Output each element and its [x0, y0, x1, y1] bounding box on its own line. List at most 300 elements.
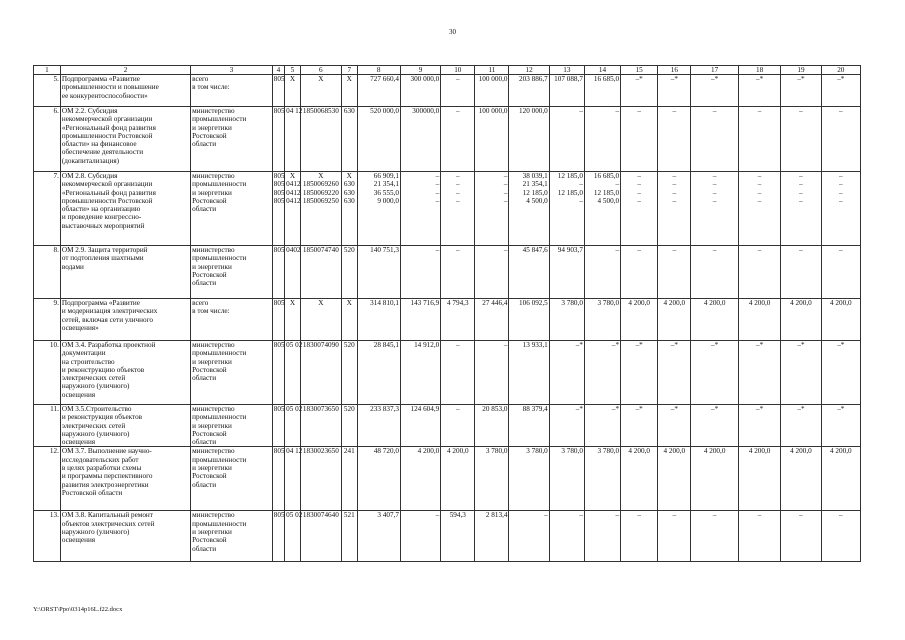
program-name-cell-line: документации	[61, 349, 106, 358]
value-cell-col-13	[549, 246, 584, 299]
value-cell-col-10	[441, 511, 475, 562]
file-path-footer: Y:\ORST\Ppo\0314p16L.f22.docx	[33, 606, 123, 613]
column-header-12: 12	[509, 66, 549, 75]
value-cell-col-4	[272, 246, 284, 299]
value-cell-col-9-line: –	[435, 246, 440, 254]
value-cell-col-15-line: –	[637, 180, 641, 189]
value-cell-col-15-line: 4 200,0	[628, 447, 650, 456]
program-name-cell-line: некоммерческой организации	[61, 115, 153, 124]
value-cell-col-20	[821, 511, 860, 562]
value-cell-col-6	[300, 405, 341, 447]
value-cell-col-12-line: 203 886,7	[519, 75, 548, 83]
value-cell-col-12-line: 4 500,0	[526, 196, 548, 205]
program-name-cell	[60, 107, 190, 172]
executor-cell-line: министерство	[192, 447, 235, 456]
executor-cell-line: области	[192, 279, 217, 288]
value-cell-col-9	[400, 107, 440, 172]
value-cell-col-9-line: 124 604,9	[410, 405, 440, 413]
executor-cell-line: министерство	[192, 172, 235, 180]
value-cell-col-4-line: 805	[273, 447, 285, 456]
value-cell-col-16-line: 4 200,0	[663, 447, 686, 456]
value-cell-col-12	[509, 511, 549, 562]
value-cell-col-12	[509, 172, 549, 246]
value-cell-col-8-line: 140 751,3	[370, 246, 399, 254]
value-cell-col-16-line: –	[672, 511, 677, 520]
value-cell-col-17-line: –	[712, 511, 717, 520]
executor-cell	[191, 341, 273, 405]
value-cell-col-12-line: 3 780,0	[526, 447, 548, 456]
value-cell-col-11-line: 2 813,4	[485, 511, 508, 520]
table-row	[34, 107, 861, 172]
executor-cell-line: всего	[192, 299, 209, 307]
table-row	[34, 172, 861, 246]
row-number: 13.	[34, 511, 61, 562]
value-cell-col-4	[272, 75, 284, 107]
table-body	[34, 66, 861, 562]
executor-cell-line: и энергетики	[192, 464, 232, 473]
value-cell-col-5	[285, 341, 301, 405]
program-name-cell-line: водами	[61, 262, 84, 271]
value-cell-col-14	[584, 299, 620, 341]
value-cell-col-20-line: –	[839, 196, 843, 205]
value-cell-col-4-line: 805	[273, 172, 285, 180]
program-name-cell-line: освещения	[61, 536, 96, 545]
value-cell-col-9-line: –	[435, 511, 440, 520]
value-cell-col-7	[342, 299, 358, 341]
value-cell-col-12	[509, 246, 549, 299]
value-cell-col-12	[509, 341, 549, 405]
executor-cell	[191, 511, 273, 562]
executor-cell	[191, 75, 273, 107]
value-cell-col-11-line: –	[503, 180, 508, 189]
column-header-17: 17	[691, 66, 739, 75]
program-name-cell-line: развития электроэнергетики	[61, 480, 149, 489]
value-cell-col-17-line: 4 200,0	[703, 447, 726, 456]
value-cell-col-4	[272, 511, 284, 562]
executor-cell-line: и энергетики	[192, 188, 232, 197]
value-cell-col-13-line: 94 903,7	[557, 246, 583, 254]
program-name-cell-line: сетей, включая сети уличного	[61, 315, 153, 324]
value-cell-col-5-line: 05 02	[286, 511, 303, 520]
value-cell-col-10-line: 594,3	[449, 511, 466, 520]
program-name-cell	[60, 246, 190, 299]
executor-cell-line: области	[192, 205, 217, 214]
value-cell-col-7-line: 241	[343, 447, 355, 456]
value-cell-col-15-line: 4 200,0	[628, 299, 650, 307]
value-cell-col-12	[509, 107, 549, 172]
value-cell-col-17	[691, 107, 739, 172]
value-cell-col-19	[781, 341, 821, 405]
row-number: 10.	[34, 341, 61, 405]
value-cell-col-20-line: 4 200,0	[830, 447, 852, 456]
value-cell-col-13-line: –*	[575, 341, 583, 349]
column-header-19: 19	[781, 66, 821, 75]
value-cell-col-19-line: –	[799, 172, 803, 180]
program-name-cell-line: промышленности Ростовской	[61, 131, 153, 140]
value-cell-col-4-line: 805	[273, 107, 285, 115]
value-cell-col-6	[300, 172, 341, 246]
executor-cell-line: и энергетики	[192, 357, 232, 366]
value-cell-col-5	[285, 447, 301, 511]
program-name-cell-line: Подпрограмма «Развитие	[61, 299, 140, 307]
value-cell-col-7-line: Х	[346, 75, 352, 83]
value-cell-col-4-line: 805	[273, 180, 285, 189]
value-cell-col-11	[475, 107, 509, 172]
value-cell-col-17-line: –	[712, 188, 717, 197]
program-name-cell-line: наружного (уличного)	[61, 528, 130, 537]
program-name-cell-line: ОМ 3.5.Строительство	[61, 405, 132, 413]
value-cell-col-18	[738, 447, 780, 511]
program-name-cell-line: обеспечение деятельности	[61, 148, 144, 157]
value-cell-col-7	[342, 341, 358, 405]
column-header-13: 13	[549, 66, 584, 75]
value-cell-col-4	[272, 107, 284, 172]
value-cell-col-7	[342, 246, 358, 299]
row-number: 8.	[34, 246, 61, 299]
table-row	[34, 341, 861, 405]
program-name-cell	[60, 75, 190, 107]
value-cell-col-6	[300, 246, 341, 299]
value-cell-col-5-line: 04 12	[286, 107, 303, 115]
executor-cell-line: Ростовской	[192, 472, 227, 481]
value-cell-col-19-line: –	[799, 180, 803, 189]
program-name-cell-line: и программы перспективного	[61, 472, 153, 481]
value-cell-col-13-line: –	[579, 107, 583, 115]
value-cell-col-13-line: 3 780,0	[561, 447, 583, 456]
value-cell-col-10	[441, 75, 475, 107]
column-header-9: 9	[400, 66, 440, 75]
value-cell-col-5-line: 04 12	[286, 447, 303, 456]
value-cell-col-4-line: 805	[273, 246, 285, 254]
value-cell-col-4	[272, 341, 284, 405]
executor-cell-line: всего	[192, 75, 209, 83]
value-cell-col-20-line: 4 200,0	[830, 299, 852, 307]
value-cell-col-11-line: 100 000,0	[478, 75, 508, 83]
column-header-4: 4	[272, 66, 284, 75]
value-cell-col-15-line: –	[637, 172, 641, 180]
program-name-cell-line: наружного (уличного)	[61, 429, 130, 438]
value-cell-col-12-line: –	[544, 511, 548, 520]
value-cell-col-6-line: 1850074740	[302, 246, 339, 254]
value-cell-col-17	[691, 405, 739, 447]
value-cell-col-12	[509, 405, 549, 447]
value-cell-col-15	[621, 405, 658, 447]
value-cell-col-13	[549, 511, 584, 562]
value-cell-col-15	[621, 341, 658, 405]
value-cell-col-15	[621, 246, 658, 299]
value-cell-col-10-line: –	[455, 107, 460, 115]
value-cell-col-20	[821, 299, 860, 341]
value-cell-col-4	[272, 299, 284, 341]
executor-cell-line: министерство	[192, 511, 235, 520]
value-cell-col-9	[400, 172, 440, 246]
value-cell-col-16-line: –*	[670, 405, 678, 413]
value-cell-col-5-line: 05 02	[286, 341, 303, 349]
column-header-8: 8	[357, 66, 400, 75]
value-cell-col-14-line: –*	[611, 341, 620, 349]
value-cell-col-7	[342, 405, 358, 447]
value-cell-col-11	[475, 299, 509, 341]
value-cell-col-10-line: –	[455, 341, 460, 349]
column-header-15: 15	[621, 66, 658, 75]
program-name-cell-line: ОМ 2.8. Субсидия	[61, 172, 118, 180]
executor-cell-line: промышленности	[192, 413, 247, 422]
value-cell-col-13	[549, 405, 584, 447]
value-cell-col-6	[300, 75, 341, 107]
program-name-cell-line: выставочных мероприятий	[61, 221, 145, 230]
value-cell-col-19-line: –*	[797, 75, 805, 83]
value-cell-col-18	[738, 107, 780, 172]
column-header-20: 20	[821, 66, 860, 75]
value-cell-col-8	[357, 511, 400, 562]
program-name-cell-line: промышленности Ростовской	[61, 196, 153, 205]
value-cell-col-12-line: 45 847,6	[522, 246, 548, 254]
program-name-cell-line: и реконструкция объектов	[61, 413, 143, 422]
value-cell-col-13	[549, 341, 584, 405]
program-name-cell-line: ОМ 3.7. Выполнение научно-	[61, 447, 152, 456]
executor-cell-line: области	[192, 544, 217, 553]
executor-cell-line: промышленности	[192, 180, 247, 189]
value-cell-col-12-line: 38 039,1	[522, 172, 548, 180]
value-cell-col-10	[441, 341, 475, 405]
value-cell-col-5-line: Х	[289, 172, 296, 180]
column-header-10: 10	[441, 66, 475, 75]
value-cell-col-6-line: 1850069220	[302, 188, 339, 197]
value-cell-col-8-line: 21 354,1	[373, 180, 399, 189]
table-row	[34, 299, 861, 341]
value-cell-col-15	[621, 172, 658, 246]
value-cell-col-20	[821, 405, 860, 447]
value-cell-col-5	[285, 246, 301, 299]
value-cell-col-9-line: 4 200,0	[417, 447, 440, 456]
value-cell-col-6-line: Х	[318, 299, 324, 307]
value-cell-col-12-line: 21 354,1	[522, 180, 548, 189]
value-cell-col-6	[300, 341, 341, 405]
value-cell-col-9	[400, 246, 440, 299]
value-cell-col-13	[549, 172, 584, 246]
program-name-cell-line: области» на финансовое	[61, 140, 137, 149]
program-name-cell-line: электрических сетей	[61, 374, 126, 383]
value-cell-col-16	[658, 75, 691, 107]
value-cell-col-8	[357, 75, 400, 107]
value-cell-col-16-line: –*	[670, 341, 678, 349]
value-cell-col-5-line: 0412	[286, 196, 301, 205]
program-name-cell-line: от подтопления шахтными	[61, 254, 144, 263]
value-cell-col-6-line: 1830023650	[302, 447, 339, 456]
value-cell-col-9-line: 143 716,9	[410, 299, 440, 307]
value-cell-col-7-line: 520	[343, 341, 355, 349]
row-number: 6.	[34, 107, 61, 172]
value-cell-col-9	[400, 511, 440, 562]
value-cell-col-16	[658, 299, 691, 341]
value-cell-col-10-line: –	[455, 180, 460, 189]
value-cell-col-18-line: –	[757, 180, 762, 189]
value-cell-col-9	[400, 299, 440, 341]
executor-cell-line: министерство	[192, 107, 235, 115]
value-cell-col-19-line: –	[799, 196, 803, 205]
value-cell-col-9	[400, 447, 440, 511]
value-cell-col-18-line: –	[757, 196, 762, 205]
program-name-cell-line: (докапитализация)	[61, 156, 120, 165]
value-cell-col-5-line: 0412	[286, 180, 301, 189]
executor-cell-line: в том числе:	[192, 83, 230, 92]
program-name-cell-line: ОМ 2.2. Субсидия	[61, 107, 118, 115]
value-cell-col-16	[658, 511, 691, 562]
value-cell-col-18-line: –	[757, 511, 762, 520]
value-cell-col-14-line: 3 780,0	[597, 447, 620, 456]
value-cell-col-18-line: –*	[756, 75, 764, 83]
value-cell-col-8-line: 48 720,0	[373, 447, 399, 456]
column-header-2: 2	[60, 66, 190, 75]
column-header-16: 16	[658, 66, 691, 75]
row-number: 12.	[34, 447, 61, 511]
value-cell-col-17	[691, 447, 739, 511]
executor-cell-line: и энергетики	[192, 123, 232, 132]
value-cell-col-19	[781, 75, 821, 107]
value-cell-col-16-line: –	[672, 246, 677, 254]
value-cell-col-8	[357, 405, 400, 447]
value-cell-col-17-line: –	[712, 196, 717, 205]
column-number-row	[34, 66, 861, 75]
value-cell-col-11	[475, 75, 509, 107]
value-cell-col-16-line: –*	[670, 75, 678, 83]
value-cell-col-20-line: –	[839, 107, 843, 115]
value-cell-col-8-line: 314 810,1	[370, 299, 399, 307]
value-cell-col-16	[658, 447, 691, 511]
value-cell-col-18-line: 4 200,0	[748, 299, 771, 307]
executor-cell-line: Ростовской	[192, 131, 227, 140]
value-cell-col-13-line: 12 185,0	[557, 172, 583, 180]
value-cell-col-8	[357, 172, 400, 246]
value-cell-col-14-line: 16 685,0	[593, 75, 620, 83]
value-cell-col-7-line: 521	[343, 511, 355, 520]
value-cell-col-17-line: –	[712, 246, 717, 254]
value-cell-col-8	[357, 447, 400, 511]
value-cell-col-5	[285, 172, 301, 246]
value-cell-col-14-line: –*	[611, 405, 620, 413]
executor-cell-line: промышленности	[192, 115, 247, 124]
value-cell-col-10-line: 4 200,0	[447, 447, 469, 456]
program-name-cell	[60, 405, 190, 447]
value-cell-col-4-line: 805	[273, 299, 285, 307]
value-cell-col-17	[691, 299, 739, 341]
column-header-5: 5	[285, 66, 301, 75]
value-cell-col-6-line: 1850069250	[302, 196, 339, 205]
value-cell-col-18-line: –	[757, 172, 762, 180]
value-cell-col-11	[475, 246, 509, 299]
value-cell-col-14	[584, 341, 620, 405]
value-cell-col-12	[509, 299, 549, 341]
value-cell-col-5-line: 0402	[286, 246, 301, 254]
value-cell-col-13	[549, 447, 584, 511]
value-cell-col-8	[357, 299, 400, 341]
value-cell-col-18	[738, 511, 780, 562]
value-cell-col-15	[621, 299, 658, 341]
table-row	[34, 447, 861, 511]
executor-cell-line: министерство	[192, 341, 235, 349]
value-cell-col-15	[621, 75, 658, 107]
value-cell-col-11	[475, 405, 509, 447]
executor-cell-line: министерство	[192, 246, 235, 254]
value-cell-col-14-line: –	[615, 107, 620, 115]
value-cell-col-10	[441, 299, 475, 341]
value-cell-col-7-line: Х	[346, 172, 352, 180]
value-cell-col-20-line: –	[839, 511, 843, 520]
value-cell-col-7-line: 630	[343, 180, 355, 189]
value-cell-col-10-line: –	[455, 172, 460, 180]
value-cell-col-13	[549, 75, 584, 107]
value-cell-col-16-line: –	[672, 180, 677, 189]
table-row	[34, 246, 861, 299]
value-cell-col-16-line: 4 200,0	[663, 299, 686, 307]
executor-cell-line: Ростовской	[192, 270, 227, 279]
value-cell-col-15-line: –	[637, 246, 641, 254]
column-header-1: 1	[34, 66, 61, 75]
value-cell-col-7-line: 630	[343, 188, 355, 197]
value-cell-col-16-line: –	[672, 172, 677, 180]
program-name-cell-line: объектов электрических сетей	[61, 519, 155, 528]
value-cell-col-10-line: –	[455, 75, 460, 83]
value-cell-col-8-line: 727 660,4	[370, 75, 399, 83]
value-cell-col-7	[342, 107, 358, 172]
value-cell-col-16	[658, 172, 691, 246]
value-cell-col-8-line: 9 000,0	[377, 196, 399, 205]
value-cell-col-18-line: –*	[756, 405, 764, 413]
value-cell-col-9-line: –	[435, 172, 440, 180]
value-cell-col-10	[441, 447, 475, 511]
row-number: 7.	[34, 172, 61, 246]
value-cell-col-15-line: –*	[635, 341, 643, 349]
value-cell-col-14	[584, 107, 620, 172]
value-cell-col-11-line: –	[503, 341, 508, 349]
value-cell-col-16	[658, 107, 691, 172]
value-cell-col-17-line: –*	[711, 405, 719, 413]
value-cell-col-8-line: 233 837,3	[370, 405, 399, 413]
value-cell-col-20	[821, 341, 860, 405]
column-header-7: 7	[342, 66, 358, 75]
value-cell-col-10	[441, 405, 475, 447]
value-cell-col-7-line: Х	[346, 299, 352, 307]
table-row	[34, 75, 861, 107]
value-cell-col-5-line: Х	[289, 75, 296, 83]
value-cell-col-6	[300, 299, 341, 341]
executor-cell-line: министерство	[192, 405, 235, 413]
executor-cell-line: и энергетики	[192, 262, 232, 271]
value-cell-col-15-line: –*	[635, 405, 643, 413]
value-cell-col-4-line: 805	[273, 188, 285, 197]
value-cell-col-17	[691, 75, 739, 107]
program-name-cell	[60, 299, 190, 341]
value-cell-col-8-line: 3 407,7	[377, 511, 399, 520]
executor-cell-line: промышленности	[192, 519, 247, 528]
value-cell-col-7	[342, 172, 358, 246]
value-cell-col-19-line: –*	[797, 341, 805, 349]
row-number: 9.	[34, 299, 61, 341]
value-cell-col-7-line: 520	[343, 246, 355, 254]
program-name-cell	[60, 172, 190, 246]
value-cell-col-13-line: –	[579, 196, 583, 205]
value-cell-col-17	[691, 511, 739, 562]
value-cell-col-16-line: –	[672, 196, 677, 205]
value-cell-col-6	[300, 447, 341, 511]
value-cell-col-20-line: –*	[837, 341, 845, 349]
value-cell-col-11-line: –	[503, 246, 508, 254]
value-cell-col-7-line: 630	[343, 196, 355, 205]
value-cell-col-19-line: 4 200,0	[790, 299, 812, 307]
value-cell-col-18-line: –	[757, 188, 762, 197]
value-cell-col-10-line: –	[455, 246, 460, 254]
value-cell-col-10-line: –	[455, 196, 460, 205]
